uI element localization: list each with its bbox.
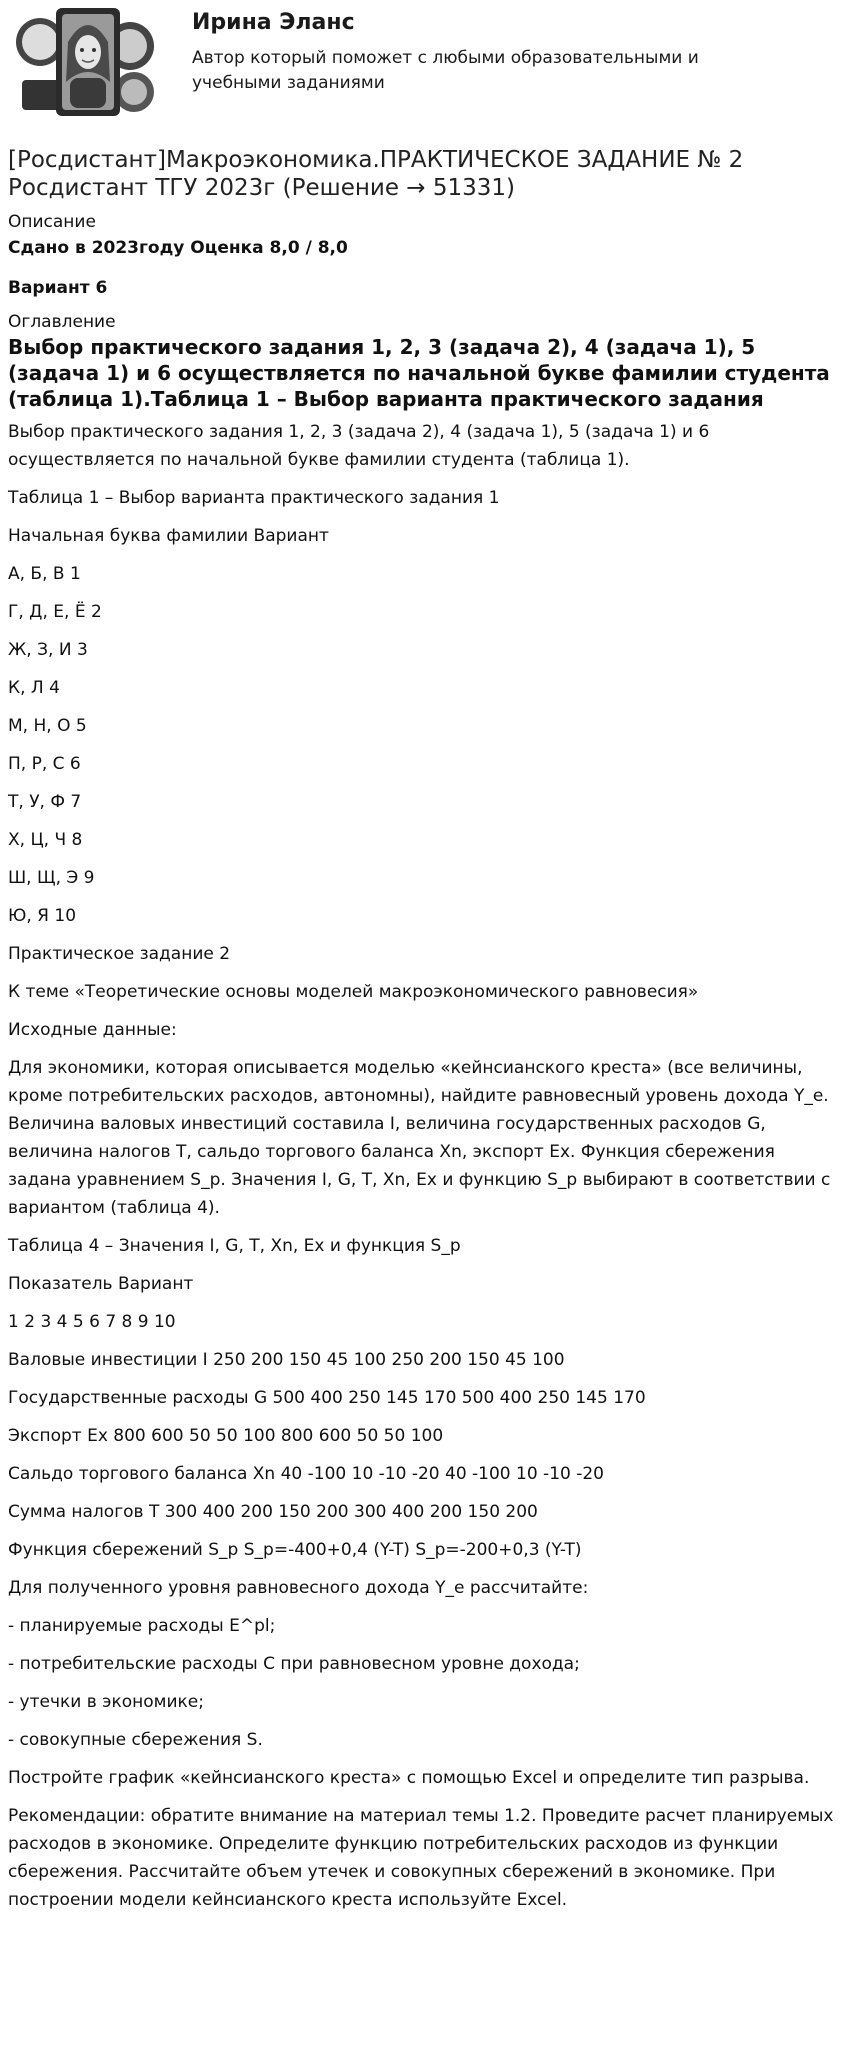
- paragraph: Сальдо торгового баланса Xn 40 -100 10 -10 -20 40 -100 10 -10 -20: [8, 1464, 604, 1484]
- paragraph: Х, Ц, Ч 8: [8, 830, 83, 850]
- paragraph: Для экономики, которая описывается моделью «кейнсианского креста» (все величины, кроме потребительских расходов, автономны), найдите равновесный уровень дохода Y_e. Величина валовых инвестиций составила I, величина государственных расходов G, величина налогов T, сальдо торгового баланса Xn, экспорт Ex. Функция сбережения задана уравнением S_p. Значения I, G, T, Xn, Ex и функцию S_p выбирают в соответствии с вариантом (таблица 4).: [8, 1058, 831, 1218]
- paragraph: Экспорт Ex 800 600 50 50 100 800 600 50 50 100: [8, 1426, 444, 1446]
- paragraph: Таблица 1 – Выбор варианта практического задания 1: [8, 488, 500, 508]
- author-avatar[interactable]: [12, 2, 160, 122]
- author-card: [8, 0, 839, 128]
- paragraph: Рекомендации: обратите внимание на материал темы 1.2. Проведите расчет планируемых расходов в экономике. Определите функцию потребительских расходов из функции сбережения. Рассчитайте объем утечек и совокупных сбережений в экономике. При построении модели кейнсианского креста используйте Excel.: [8, 1806, 834, 1910]
- toc-label: Оглавление: [8, 312, 116, 332]
- paragraph: - потребительские расходы C при равновесном уровне дохода;: [8, 1654, 580, 1674]
- paragraph: Сумма налогов T 300 400 200 150 200 300 400 200 150 200: [8, 1502, 538, 1522]
- paragraph: Выбор практического задания 1, 2, 3 (задача 2), 4 (задача 1), 5 (задача 1) и 6 осуществляется по начальной букве фамилии студента (таблица 1).: [8, 422, 710, 470]
- paragraph: Функция сбережений S_p S_p=-400+0,4 (Y-T) S_p=-200+0,3 (Y-T): [8, 1540, 582, 1560]
- paragraph: Ю, Я 10: [8, 906, 77, 926]
- paragraph: Ж, З, И 3: [8, 640, 88, 660]
- page-title: [Росдистант]Макроэкономика.ПРАКТИЧЕСКОЕ ЗАДАНИЕ № 2 Росдистант ТГУ 2023г (Решение → 51331): [8, 147, 744, 201]
- paragraph: Валовые инвестиции I 250 200 150 45 100 250 200 150 45 100: [8, 1350, 565, 1370]
- paragraph: - утечки в экономике;: [8, 1692, 204, 1712]
- paragraph: Практическое задание 2: [8, 944, 231, 964]
- paragraph: Г, Д, Е, Ё 2: [8, 602, 102, 622]
- paragraph: Т, У, Ф 7: [8, 792, 82, 812]
- paragraph: К теме «Теоретические основы моделей макроэкономического равновесия»: [8, 982, 699, 1002]
- paragraph: Таблица 4 – Значения I, G, T, Xn, Ex и функция S_p: [8, 1236, 461, 1256]
- paragraph: А, Б, В 1: [8, 564, 81, 584]
- toc-heading: Выбор практического задания 1, 2, 3 (задача 2), 4 (задача 1), 5 (задача 1) и 6 осуществляется по начальной букве фамилии студента (таблица 1).Таблица 1 – Выбор варианта практического задания: [8, 335, 830, 411]
- description-label: Описание: [8, 212, 96, 232]
- paragraph: Ш, Щ, Э 9: [8, 868, 95, 888]
- submitted-status: Сдано в 2023году Оценка 8,0 / 8,0: [8, 238, 348, 258]
- paragraph: Для полученного уровня равновесного дохода Y_e рассчитайте:: [8, 1578, 589, 1598]
- variant-label: Вариант 6: [8, 278, 108, 298]
- author-name[interactable]: Ирина Эланс: [192, 10, 355, 35]
- paragraph: - планируемые расходы E^pl;: [8, 1616, 276, 1636]
- paragraph: Начальная буква фамилии Вариант: [8, 526, 329, 546]
- paragraph: К, Л 4: [8, 678, 60, 698]
- paragraph: - совокупные сбережения S.: [8, 1730, 263, 1750]
- task-content: [8, 418, 839, 1914]
- paragraph: Показатель Вариант: [8, 1274, 194, 1294]
- paragraph: М, Н, О 5: [8, 716, 87, 736]
- paragraph: П, Р, С 6: [8, 754, 81, 774]
- author-description: Автор который поможет с любыми образовательными и учебными заданиями: [192, 48, 699, 93]
- paragraph: Государственные расходы G 500 400 250 145 170 500 400 250 145 170: [8, 1388, 646, 1408]
- paragraph: Постройте график «кейнсианского креста» с помощью Excel и определите тип разрыва.: [8, 1768, 810, 1788]
- paragraph: Исходные данные:: [8, 1020, 177, 1040]
- paragraph: 1 2 3 4 5 6 7 8 9 10: [8, 1312, 176, 1332]
